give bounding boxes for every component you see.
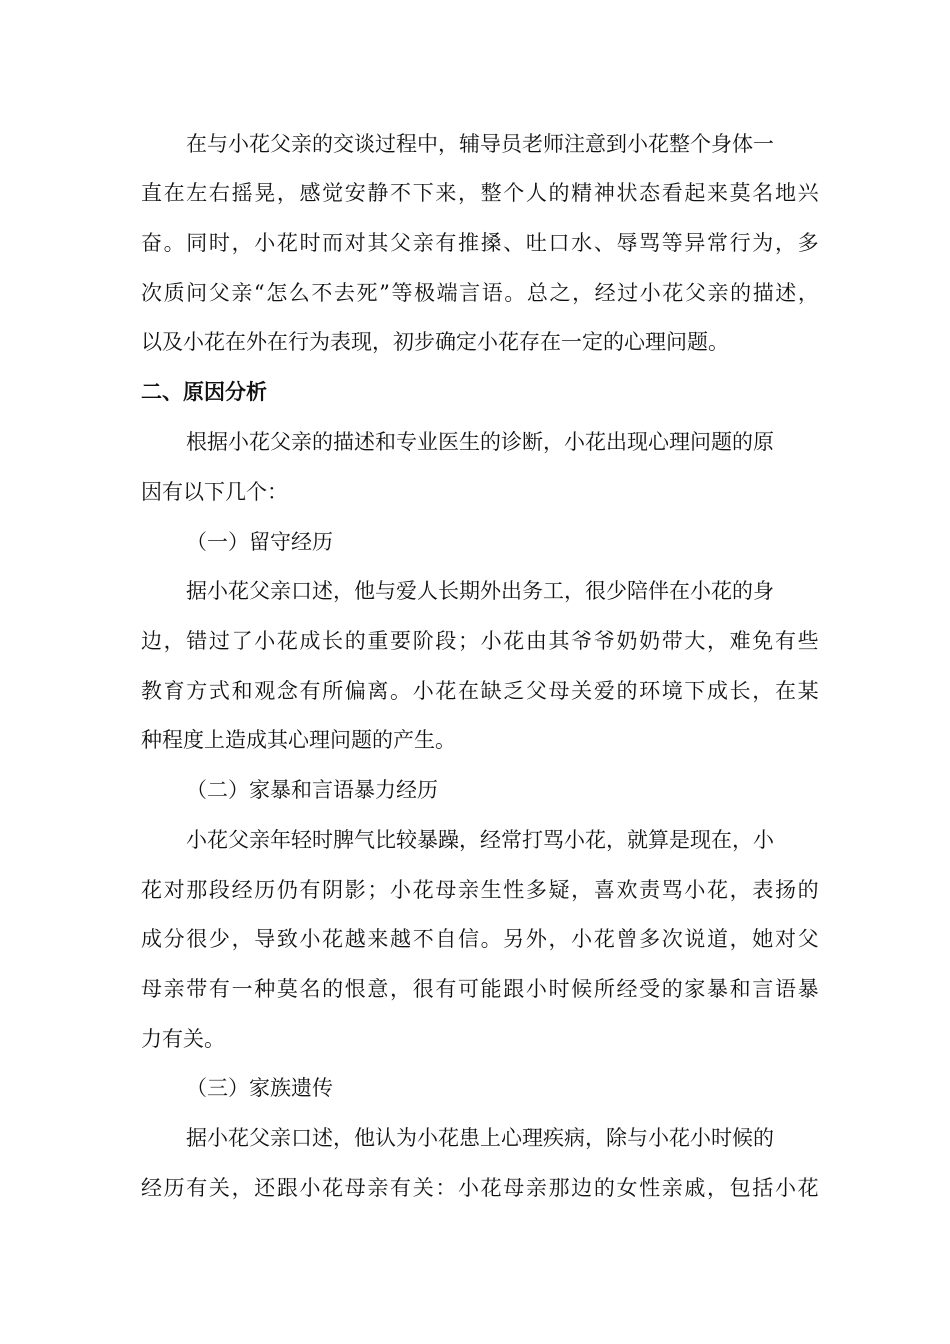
paragraph-line: 直 在 左 右 摇 晃 ， 感 觉 安 静 不 下 来 ， 整 个 人 的 精 神 状 态 看 起 来 莫 名 地 兴 [141, 181, 819, 205]
paragraph-line: 在与小花父亲的交谈过程中，辅导员老师注意到小花整个身体一 [186, 132, 774, 156]
section-heading: 二、原因分析 [141, 380, 267, 404]
paragraph-line: 次 质 问 父 亲 “ 怎 么 不 去 死 ” 等 极 端 言 语 。 总 之 ， 经 过 小 花 父 亲 的 描 述 ， [141, 281, 819, 305]
paragraph-line: 据小花父亲口述，他与爱人长期外出务工，很少陪伴在小花的身 [186, 579, 774, 603]
paragraph-line: 以及小花在外在行为表现，初步确定小花存在一定的心理问题。 [141, 330, 729, 354]
paragraph-line: 种程度上造成其心理问题的产生。 [141, 728, 456, 752]
paragraph-line: 小花父亲年轻时脾气比较暴躁，经常打骂小花，就算是现在，小 [186, 828, 774, 852]
subsection-title: （三）家族遗传 [186, 1076, 333, 1100]
paragraph-line: 据小花父亲口述，他认为小花患上心理疾病，除与小花小时候的 [186, 1126, 774, 1150]
paragraph-line: 教 育 方 式 和 观 念 有 所 偏 离 。 小 花 在 缺 乏 父 母 关 爱 的 环 境 下 成 长 ， 在 某 [141, 679, 819, 703]
paragraph-line: 根据小花父亲的描述和专业医生的诊断，小花出现心理问题的原 [186, 430, 774, 454]
paragraph-line: 经 历 有 关 ， 还 跟 小 花 母 亲 有 关 ： 小 花 母 亲 那 边 的 女 性 亲 戚 ， 包 括 小 花 [141, 1176, 819, 1200]
paragraph-line: 边 ， 错 过 了 小 花 成 长 的 重 要 阶 段 ； 小 花 由 其 爷 爷 奶 奶 带 大 ， 难 免 有 些 [141, 629, 819, 653]
subsection-title: （二）家暴和言语暴力经历 [186, 778, 438, 802]
paragraph-line: 因有以下几个： [141, 480, 288, 504]
paragraph-line: 奋 。 同 时 ， 小 花 时 而 对 其 父 亲 有 推 搡 、 吐 口 水 、 辱 骂 等 异 常 行 为 ， 多 [141, 231, 819, 255]
paragraph-line: 花 对 那 段 经 历 仍 有 阴 影 ； 小 花 母 亲 生 性 多 疑 ， 喜 欢 责 骂 小 花 ， 表 扬 的 [141, 878, 819, 902]
paragraph-line: 母 亲 带 有 一 种 莫 名 的 恨 意 ， 很 有 可 能 跟 小 时 候 所 经 受 的 家 暴 和 言 语 暴 [141, 977, 819, 1001]
paragraph-line: 力有关。 [141, 1027, 225, 1051]
paragraph-line: 成 分 很 少 ， 导 致 小 花 越 来 越 不 自 信 。 另 外 ， 小 花 曾 多 次 说 道 ， 她 对 父 [141, 927, 819, 951]
subsection-title: （一）留守经历 [186, 530, 333, 554]
